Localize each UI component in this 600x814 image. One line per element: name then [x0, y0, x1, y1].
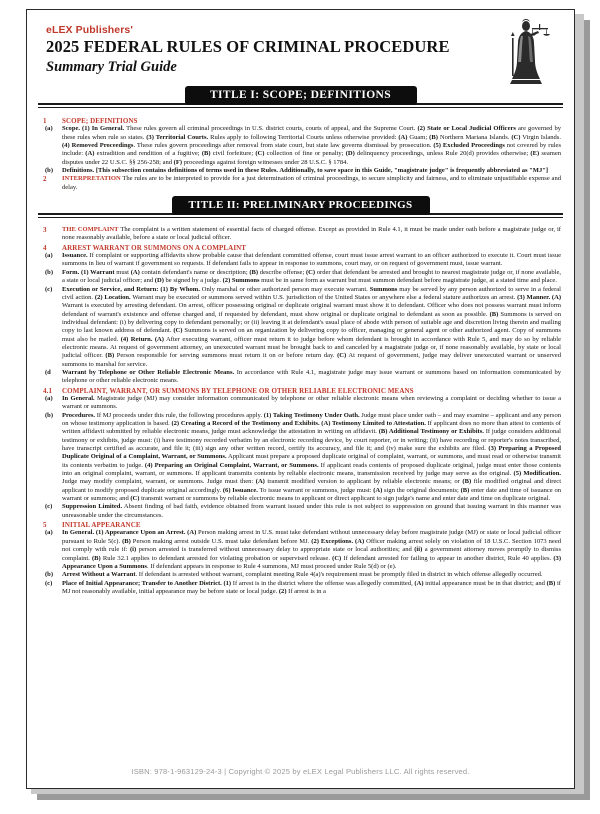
paragraph-4b [40, 269, 561, 286]
paragraph-text: Form. (1) Warrant must (A) contain defendant's name or description; (B) describe offense; (C) order that defendant be arrested and brought to nearest magistrate judge or, if none available, a state or local judicial officer; and (D) be signed by a judge. (2) Summons must be in same form as warrant but must summon defendant before magistrate judge, at a stated time and place. [62, 268, 562, 285]
body-title-2 [38, 226, 563, 596]
paragraph-label: (a) [45, 252, 53, 260]
paragraph-41a [40, 395, 561, 412]
rule-title: THE COMPLAINT [62, 226, 119, 234]
rule-number: 4 [43, 243, 47, 252]
title-2-banner-wrap [38, 196, 563, 226]
rule-heading-4-1 [40, 387, 561, 395]
paragraph-label: (d [45, 368, 51, 376]
rule-heading-5 [40, 521, 561, 529]
page-subtitle: Summary Trial Guide [46, 59, 177, 75]
paragraph-text: Place of Initial Appearance; Transfer to Another District. (1) If arrest is in the district where the offense was allegedly committed, (A) initial appearance must be in that district; and (B) if MJ not reasonably available, initial appearance may be before state or local judge. (2) If arrest is in a [62, 579, 561, 595]
paragraph-text: Execution or Service, and Return: (1) By Whom. Only marshal or other authorized person may execute warrant. Summons may be served by any person authorized to serve in a federal civil action. (2) Location. Warrant may be executed or summons served within U.S. jurisdiction of the United States or anywhere else a federal stature authorizes an arrest. (3) Manner. (A) Warrant is executed by arresting defendant. On arrest, officer possessing original or duplicate original warrant must show it to defendant. Officer who does not possess warrant must inform defendant of warrant's existence and offense charged and, if requested by defendant, must show original or duplicate original to defendant as soon as possible. (B) Summons is served on individual defendant: (i) by delivering copy to defendant personally; or (ii) leaving it at defendant's usual place of abode with person of suitable age and discretion living therein and mailing copy to last known address of defendant. (C) Summons is served on an organization by delivering copy to officer, managing or general agent or other authorized agent. Copy of summons must also be mailed. (4) Return. (A) After executing warrant, officer must return it to judge before whom defendant is brought in accordance with Rule 5, and may do so by reliable electronic means. At request of government attorney, an unexecuted warrant must be brought back to and canceled by a magistrate judge or, if none reasonably available, by state or local judicial officer. (B) Person responsible for serving summons must return it on or before return day. (C) At request of government, judge may deliver unexecuted warrant or unserved summons to marshal for service. [62, 285, 562, 368]
paragraph-label: (b) [45, 167, 54, 175]
rule-title: INTERPRETATION [62, 175, 121, 183]
rule-title: SCOPE; DEFINITIONS [62, 117, 138, 125]
paragraph-text: Scope. (1) In General. These rules govern all criminal proceedings in U.S. district courts, courts of appeal, and the Supreme Court. (2) State or Local Judicial Officers are governed by these rules when rule so states. (3) Territorial Courts. Rules apply to following Territorial Courts unless otherwise provided: (A) Guam; (B) Northern Mariana Islands. (C) Virgin Islands. (4) Removed Proceedings. These rules govern proceedings after removal from state court, but state law governs dismissal by prosecution. (5) Excluded Proceedings not covered by rules include: (A) extradition and rendition of a fugitive; (B) civil forfeiture; (C) collection of fine or penalty; (D) delinquency proceedings, unless Rule 20(d) provides otherwise; (E) seamen disputes under 22 U.S.C. §§ 256-258; and (F) proceedings against foreign witnesses under 28 U.S.C. § 1784. [62, 125, 561, 166]
paragraph-text: In General. Magistrate judge (MJ) may consider information communicated by telephone or other reliable electronic means when reviewing a complaint or deciding whether to issue a warrant or summons. [62, 394, 561, 411]
paragraph-5c [40, 580, 561, 597]
paragraph-text: In General. (1) Appearance Upon an Arrest. (A) Person making arrest in U.S. must take defendant without unnecessary delay before magistrate judge (MJ) or state or local judicial officer pursuant to Rule 5(c). (B) Person making arrest outside U.S. must take defendant before MJ. (2) Exceptions. (A) Officer making arrest solely on violation of 18 U.S.C. Section 1073 need not comply with rule if: (i) person arrested is transferred without unnecessary delay to appropriate state or local authorities; and (ii) a government attorney moves promptly to dismiss complaint. (B) Rule 32.1 applies to defendant arrested for violating probation or supervised release. (C) If defendant arrested for failing to appear in another district, Rule 40 applies. (3) Appearance Upon a Summons. If defendant appears in response to Rule 4 summons, MJ must proceed under Rule 5(d) or (e). [62, 529, 562, 570]
rule-number: 5 [43, 521, 47, 530]
masthead [38, 10, 563, 84]
paragraph-4a [40, 252, 561, 269]
paragraph-text: Arrest Without a Warrant. If defendant is arrested without warrant, complaint meeting Rule 4(a)'s requirement must be promptly filed in district in which offense allegedly occurred. [62, 571, 543, 579]
rule-heading-1 [40, 117, 561, 125]
rule-3-text: The complaint is a written statement of essential facts of charged offense. Except as provided in Rule 4.1, it must be made under oath before a magistrate judge or, if none reasonably available, before a state or local judicial officer. [62, 226, 561, 242]
paragraph-5a [40, 529, 561, 571]
publisher-name: eLEX Publishers' [46, 24, 133, 36]
paragraph-1a [40, 125, 561, 167]
paragraph-text: Issuance. If complaint or supporting affidavits show probable cause that defendant committed offense, court must issue arrest warrant to an officer authorized to execute it. Court must issue summons in lieu of warrant if government so requests. If defendant fails to appear in response to summons, court may, or on request of government must, issue warrant. [62, 252, 561, 268]
paragraph-41c [40, 503, 561, 520]
rule-2-body [62, 175, 561, 192]
title-2-banner: TITLE II: PRELIMINARY PROCEEDINGS [172, 196, 430, 215]
title-1-banner: TITLE I: SCOPE; DEFINITIONS [185, 86, 417, 105]
paragraph-41b [40, 412, 561, 504]
paragraph-text: Warrant by Telephone or Other Reliable Electronic Means. In accordance with Rule 4.1, magistrate judge may issue warrant or summons based on information communicated by telephone or other reliable electronic means. [62, 368, 562, 385]
paragraph-text: Suppression Limited. Absent finding of bad faith, evidence obtained from warrant issued under this rule is not subject to suppression on ground that issuing warrant in this manner was unreasonable under the circumstances. [62, 503, 562, 519]
rule-number: 2 [43, 175, 47, 184]
paragraph-label: (b) [45, 571, 54, 579]
document-page [26, 9, 575, 789]
paragraph-1b [40, 167, 561, 175]
rule-title: ARREST WARRANT OR SUMMONS ON A COMPLAINT [62, 243, 247, 252]
rule-number: 3 [43, 226, 47, 235]
rule-title: COMPLAINT, WARRANT, OR SUMMONS BY TELEPHONE OR OTHER RELIABLE ELECTRONIC MEANS [62, 386, 414, 395]
rule-3-body [62, 226, 561, 243]
paragraph-4c [40, 286, 561, 369]
rule-heading-2 [40, 175, 561, 192]
rule-heading-3 [40, 226, 561, 243]
paragraph-label: (b) [45, 268, 54, 276]
rule-number: 4.1 [43, 386, 53, 395]
paragraph-label: (c) [45, 285, 53, 293]
paragraph-label: (a) [45, 394, 53, 402]
paragraph-label: (a) [45, 529, 53, 537]
paragraph-label: (a) [45, 125, 53, 133]
paragraph-label: (c) [45, 579, 53, 587]
rule-heading-4 [40, 244, 561, 252]
lady-justice-icon [499, 16, 553, 90]
rule-number: 1 [43, 117, 47, 125]
paragraph-text: Definitions. [This subsection contains definitions of terms used in these Rules. Additionally, to save space in this Guide, "magistrate judge" is frequently abbreviated as "MJ"] [62, 167, 549, 175]
paragraph-5b [40, 571, 561, 579]
rule-2-text: The rules are to be interpreted to provide for a just determination of criminal proceedings, to secure simplicity and fairness, and to eliminate unjustifiable expense and delay. [62, 175, 561, 191]
paragraph-label: (b) [45, 411, 54, 419]
paragraph-label: (c) [45, 503, 53, 511]
page-footer: ISBN: 978-1-963129-24-3 | Copyright © 2025 by eLEX Legal Publishers LLC. All rights reserved. [131, 767, 470, 776]
title-1-banner-wrap [38, 86, 563, 116]
body-title-1 [38, 117, 563, 192]
rule-title: INITIAL APPEARANCE [62, 521, 141, 530]
paragraph-4d [40, 369, 561, 386]
paragraph-text: Procedures. If MJ proceeds under this rule, the following procedures apply. (1) Taking Testimony Under Oath. Judge must place under oath – and may examine – applicant and any person on whose testimony application is based. (2) Creating a Record of the Testimony and Exhibits. (A) Testimony Limited to Attestation. If applicant does no more than attest to contents of written affidavit submitted by reliable electronic means, judge must acknowledge the attestation in writing on affidavit. (B) Additional Testimony or Exhibits. If judge considers additional testimony or exhibits, judge must: (i) have testimony recorded verbatim by an electronic recording device, by court reporter, or in writing; (ii) have recording or reporter's notes transcribed, have transcript certified as accurate, and file it; (iii) sign any other written record, certify its accuracy, and file it; and (iv) make sure the exhibits are filed. (3) Preparing a Proposed Duplicate Original of a Complaint, Warrant, or Summons. Applicant must prepare a proposed duplicate original of complaint, warrant, or summons, and must read or otherwise transmit its contents verbatim to judge. (4) Preparing an Original Complaint, Warrant, or Summons. If applicant reads contents of proposed duplicate original, judge must enter those contents into an original complaint, warrant, or summons. If applicant transmits contents by reliable electronic means, transmission received by judge may serve as the original. (5) Modification. Judge may modify complaint, warrant, or summons. Judge must then: (A) transmit modified version to applicant by reliable electronic means; or (B) file modified original and direct applicant to modify proposed duplicate original accordingly. (6) Issuance. To issue warrant or summons, judge must: (A) sign the original documents; (B) enter date and time of issuance on warrant or summons; and (C) transmit warrant or summons by reliable electronic means to applicant or direct applicant to sign judge's name and enter date and time on duplicate original. [62, 411, 562, 503]
page-title: 2025 FEDERAL RULES OF CRIMINAL PROCEDURE [46, 37, 450, 56]
